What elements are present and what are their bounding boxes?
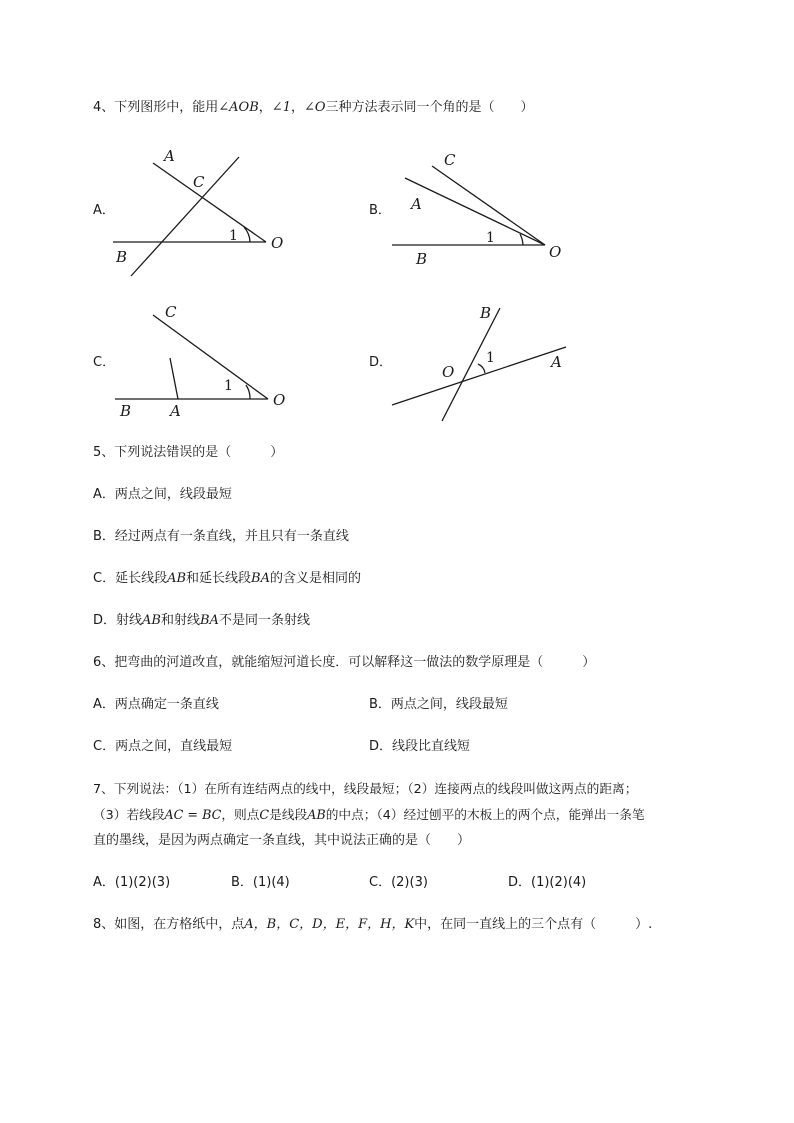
point-b-label: B [480,304,492,322]
question-8-stem: 8、如图，在方格纸中，点A，B，C，D，E，F，H，K中，在同一直线上的三个点有（ ）. [93,917,653,932]
question-5-stem: 5、下列说法错误的是（ ） [93,445,284,460]
q6-option-d[interactable]: D．线段比直线短 [369,739,471,754]
q7-option-d[interactable]: D．(1)(2)(4) [508,875,587,890]
point-b-label: B [116,248,128,266]
q7-option-b[interactable]: B．(1)(4) [231,875,290,890]
question-7-line-2: （3）若线段AC = BC，则点C是线段AB的中点；（4）经过刨平的木板上的两个点，能弹出一条笔 [93,807,645,822]
point-b-label: B [416,250,428,268]
equation-ac-bc: AC = BC [164,807,222,822]
q4-option-d-label[interactable]: D． [369,355,393,370]
question-7-line-3: 直的墨线，是因为两点确定一条直线，其中说法正确的是（ ） [93,833,471,848]
question-7-line-1: 7、下列说法：（1）在所有连结两点的线中，线段最短；（2）连接两点的线段叫做这两点的距离； [93,781,638,796]
q5-option-b[interactable]: B．经过两点有一条直线，并且只有一条直线 [93,529,349,544]
question-6-stem: 6、把弯曲的河道改直，就能缩短河道长度．可以解释这一做法的数学原理是（ ） [93,655,596,670]
point-c-label: C [165,303,177,321]
point-a-label: A [551,353,562,371]
q6-option-c[interactable]: C．两点之间，直线最短 [93,739,233,754]
angle-1-notation: ∠1 [271,100,291,115]
angle-o-notation: ∠O [303,100,326,115]
q4-option-b-label[interactable]: B． [369,203,391,218]
q4-option-a-label[interactable]: A． [93,203,115,218]
point-a-label: A [170,402,181,420]
point-c-label: C [193,173,205,191]
angle-1-label: 1 [486,350,495,366]
line-oa [392,347,566,405]
point-o-label: O [273,391,286,409]
q5-option-d[interactable]: D．射线AB和射线BA不是同一条射线 [93,613,310,628]
q6-option-a[interactable]: A．两点确定一条直线 [93,697,219,712]
q5-option-a[interactable]: A．两点之间，线段最短 [93,487,232,502]
point-c-label: C [444,151,456,169]
point-list: A，B，C，D，E，F，H，K [244,917,415,932]
point-o-label: O [271,234,284,252]
angle-1-label: 1 [229,228,238,244]
angle-1-label: 1 [224,378,233,394]
point-o-label: O [549,243,562,261]
q4-option-c-label[interactable]: C． [93,355,116,370]
question-4-stem: 4、下列图形中，能用∠AOB，∠1，∠O三种方法表示同一个角的是（ ） [93,100,534,115]
point-o-label: O [442,363,455,381]
point-a-label: A [411,195,422,213]
q5-option-c[interactable]: C．延长线段AB和延长线段BA的含义是相同的 [93,571,362,586]
angle-1-label: 1 [486,230,495,246]
angle-aob-notation: ∠AOB [218,100,259,115]
q6-option-b[interactable]: B．两点之间，线段最短 [369,697,508,712]
point-b-label: B [120,402,132,420]
q7-option-c[interactable]: C．(2)(3) [369,875,428,890]
q7-option-a[interactable]: A．(1)(2)(3) [93,875,171,890]
point-a-label: A [164,147,175,165]
angle-arc [478,364,485,373]
